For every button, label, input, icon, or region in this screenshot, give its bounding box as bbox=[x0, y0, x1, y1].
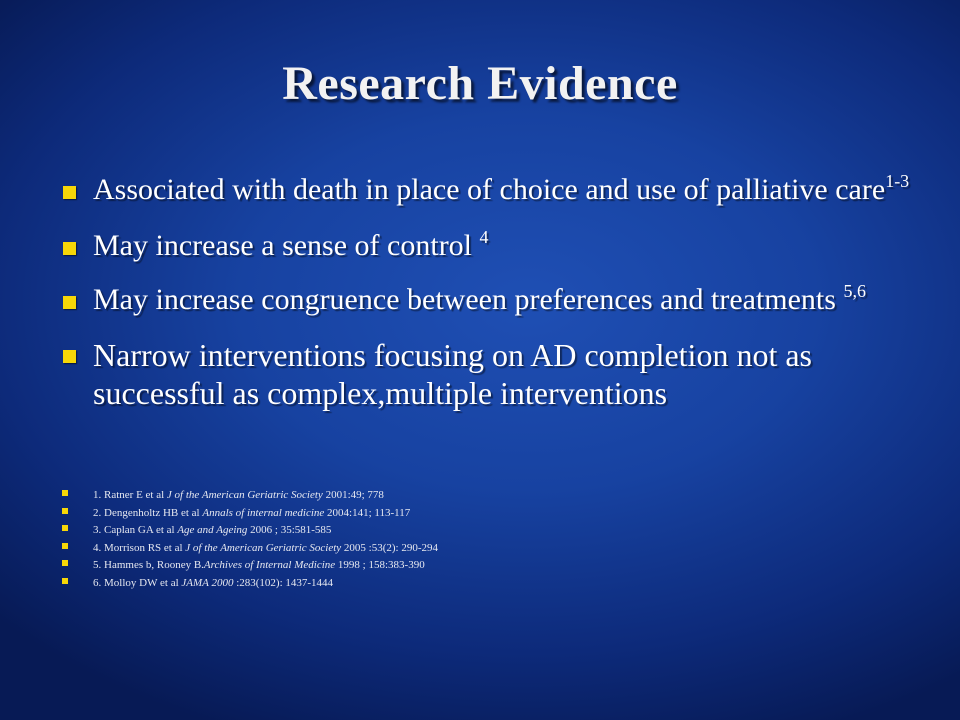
reference-item: 2. Dengenholtz HB et al Annals of internal medicine 2004:141; 113-117 bbox=[60, 503, 920, 520]
square-bullet-icon bbox=[62, 490, 68, 496]
square-bullet-icon bbox=[63, 242, 76, 255]
bullet-item bbox=[60, 282, 920, 318]
reference-item: 6. Molloy DW et al JAMA 2000 :283(102): 1437-1444 bbox=[60, 573, 920, 590]
journal-name: Annals of internal medicine bbox=[202, 506, 325, 519]
citation-superscript: 1-3 bbox=[885, 171, 910, 191]
square-bullet-icon bbox=[62, 578, 68, 584]
bullet-item bbox=[60, 172, 920, 208]
reference-item: 3. Caplan GA et al Age and Ageing 2006 ; 35:581-585 bbox=[60, 520, 920, 537]
citation-superscript: 5,6 bbox=[843, 281, 866, 301]
reference-item: 1. Ratner E et al J of the American Geriatric Society 2001:49; 778 bbox=[60, 485, 920, 502]
reference-item: 5. Hammes b, Rooney B.Archives of Internal Medicine 1998 ; 158:383-390 bbox=[60, 555, 920, 572]
bullet-item bbox=[60, 336, 920, 412]
square-bullet-icon bbox=[62, 543, 68, 549]
journal-name: JAMA 2000 bbox=[181, 576, 234, 589]
citation-superscript: 4 bbox=[479, 227, 489, 247]
journal-name: J of the American Geriatric Society bbox=[185, 541, 342, 554]
reference-item: 4. Morrison RS et al J of the American Geriatric Society 2005 :53(2): 290-294 bbox=[60, 538, 920, 555]
square-bullet-icon bbox=[62, 560, 68, 566]
square-bullet-icon bbox=[63, 186, 76, 199]
square-bullet-icon bbox=[62, 508, 68, 514]
journal-name: J of the American Geriatric Society bbox=[166, 489, 323, 501]
bullet-text: May increase congruence between preferences and treatments $^{5,6}$ bbox=[93, 281, 866, 316]
square-bullet-icon bbox=[62, 525, 68, 531]
square-bullet-icon bbox=[63, 296, 76, 309]
journal-name: Archives of Internal Medicine bbox=[203, 559, 336, 572]
journal-name: Age and Ageing bbox=[177, 524, 248, 537]
reference-list bbox=[60, 485, 920, 591]
bullet-text: May increase a sense of control $^4$ bbox=[93, 227, 489, 262]
slide-title: Research Evidence bbox=[282, 57, 678, 110]
bullet-text: Narrow interventions focusing on AD completion not as successful as complex,multiple interventions bbox=[93, 337, 812, 411]
bullet-item bbox=[60, 228, 920, 264]
bullet-text: Associated with death in place of choice and use of palliative care$^{1-3}$ bbox=[93, 171, 910, 206]
bullet-list bbox=[60, 172, 920, 412]
square-bullet-icon bbox=[63, 350, 76, 363]
